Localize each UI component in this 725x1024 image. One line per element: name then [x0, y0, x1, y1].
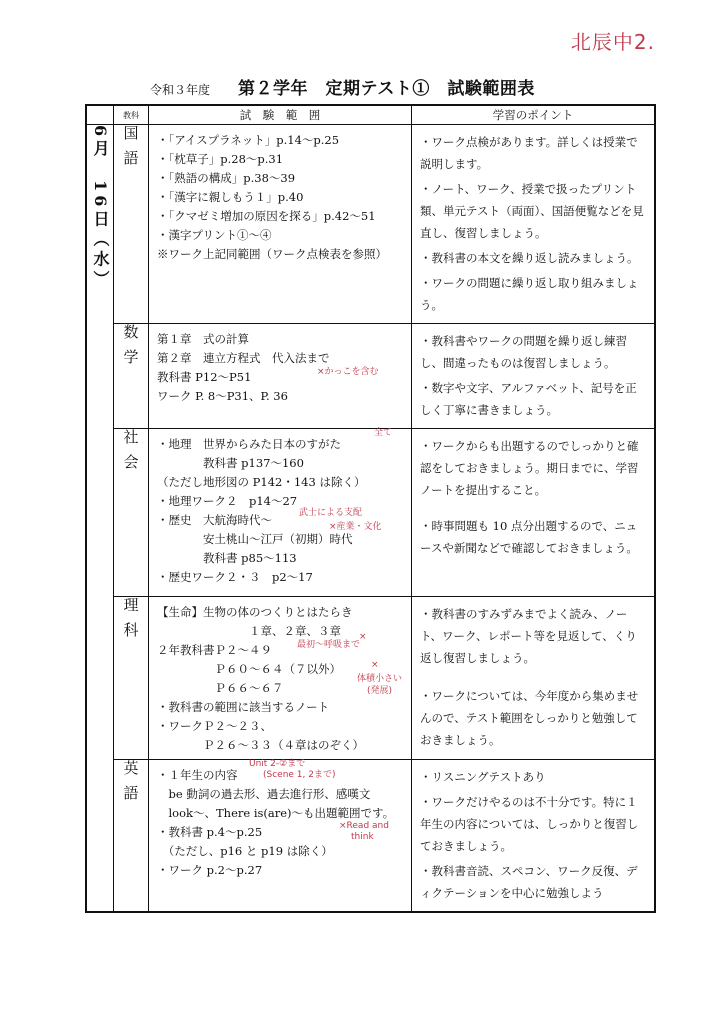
- exam-range-table: [85, 104, 656, 913]
- points-cell: [412, 429, 656, 597]
- table-row: [86, 324, 655, 429]
- range-line: ワーク P. 8～P31、P. 36: [157, 389, 288, 403]
- range-column-header: 試 験 範 囲: [149, 105, 412, 125]
- range-line: ・１年生の内容: [157, 768, 238, 782]
- range-line: ・「熟語の構成」p.38～39: [157, 171, 296, 185]
- handwritten-school-note: 北辰中2.: [570, 30, 655, 54]
- range-line: ・「漢字に親しもう１」p.40: [157, 190, 304, 204]
- point-item: ・ワーク点検があります。詳しくは授業で説明します。: [420, 135, 638, 171]
- handwritten-annotation: 武士による支配: [299, 508, 363, 518]
- point-item: ・教科書のすみずみまでよく読み、ノート、ワーク、レポート等を見返して、くり返し復習しましょう。: [420, 607, 637, 665]
- point-item: ・ワークだけやるのは不十分です。特に１年生の内容については、しっかりと復習しておきましょう。: [420, 795, 639, 853]
- point-item: ・ノート、ワーク、授業で扱ったプリント類、単元テスト（両面）、国語便覧などを見直し、復習しましょう。: [420, 182, 644, 240]
- range-line: ・ワークＰ２～２３、: [157, 719, 272, 733]
- range-line: be 動詞の過去形、過去進行形、感嘆文: [157, 787, 371, 801]
- page-title: 第２学年 定期テスト① 試験範囲表: [238, 79, 535, 99]
- point-item: ・教科書音読、スペコン、ワーク反復、ディクテーションを中心に勉強しよう: [420, 864, 638, 900]
- exam-date: 6月 16日（水）: [91, 125, 110, 291]
- range-line: ・漢字プリント①～④: [157, 228, 272, 242]
- point-item: ・ワークについては、今年度から集めませんので、テスト範囲をしっかりと勉強しておきましょう。: [420, 689, 639, 747]
- points-cell: [412, 760, 656, 913]
- point-item: ・時事問題も 10 点分出題するので、ニュースや新聞などで確認しておきましょう。: [420, 519, 638, 555]
- range-cell: [149, 429, 412, 597]
- point-item: ・ワークからも出題するのでしっかりと確認をしておきましょう。期日までに、学習ノートを提出すること。: [420, 439, 639, 497]
- range-line: ※ワーク上記同範囲（ワーク点検表を参照）: [157, 247, 387, 261]
- range-line: ・地理 世界からみた日本のすがた: [157, 437, 341, 451]
- handwritten-annotation: Unit 2-②まで: [249, 759, 306, 769]
- handwritten-annotation: ×産業・文化: [329, 522, 382, 532]
- range-line: ・教科書の範囲に該当するノート: [157, 700, 330, 714]
- range-line: ・「アイスプラネット」p.14～p.25: [157, 133, 340, 147]
- exam-date-cell: [86, 125, 114, 913]
- range-line: 第１章 式の計算: [157, 332, 249, 346]
- range-line: ・「クマゼミ増加の原因を探る」p.42～51: [157, 209, 376, 223]
- range-line: ・歴史ワーク２・３ p2～17: [157, 570, 313, 584]
- range-line: 教科書 P12～P51: [157, 370, 252, 384]
- subject-japanese: 国語: [114, 125, 149, 324]
- range-line: Ｐ２６～３３（４章はのぞく）: [157, 738, 364, 752]
- handwritten-annotation: 最初～呼吸まで: [297, 640, 361, 650]
- subject-science: 理科: [114, 597, 149, 760]
- point-item: ・教科書やワークの問題を繰り返し練習し、間違ったものは復習しましょう。: [420, 334, 627, 370]
- points-column-header: 学習のポイント: [412, 105, 656, 125]
- subject-column-header: 教科: [114, 105, 149, 125]
- point-item: ・リスニングテストあり: [420, 770, 546, 784]
- range-line: 第２章 連立方程式 代入法まで: [157, 351, 330, 365]
- range-line: Ｐ６６～６７: [157, 681, 284, 695]
- table-row: [86, 760, 655, 913]
- range-line: （ただし地形図の P142・143 は除く）: [157, 475, 366, 489]
- handwritten-annotation: ×かっこを含む: [317, 367, 379, 377]
- range-line: ・歴史 大航海時代～: [157, 513, 272, 527]
- page-header: [150, 74, 670, 99]
- handwritten-annotation: think: [351, 832, 374, 842]
- range-cell: [149, 125, 412, 324]
- table-row: [86, 125, 655, 324]
- range-line: ・「枕草子」p.28～p.31: [157, 152, 284, 166]
- handwritten-annotation: 体積小さい: [357, 674, 403, 684]
- handwritten-annotation: (Scene 1, 2まで): [263, 770, 336, 780]
- subject-english: 英語: [114, 760, 149, 913]
- range-line: ・教科書 p.4～p.25: [157, 825, 263, 839]
- range-line: Ｐ６０～６４（７以外）: [157, 662, 341, 676]
- range-line: ・地理ワーク２ p14～27: [157, 494, 298, 508]
- handwritten-annotation: (発展): [367, 686, 393, 696]
- subject-math: 数学: [114, 324, 149, 429]
- table-row: [86, 597, 655, 760]
- table-header-row: [86, 105, 655, 125]
- range-line: 【生命】生物の体のつくりとはたらき: [157, 605, 353, 619]
- handwritten-annotation: ×: [359, 632, 367, 642]
- handwritten-annotation: ×Read and: [339, 821, 389, 831]
- point-item: ・数字や文字、アルファベット、記号を正しく丁寧に書きましょう。: [420, 381, 637, 417]
- range-line: 安土桃山～江戸（初期）時代: [157, 532, 353, 546]
- range-line: ２年教科書Ｐ２～４９: [157, 643, 272, 657]
- handwritten-annotation: 全て: [374, 428, 393, 438]
- range-line: 教科書 p85～113: [157, 551, 297, 565]
- handwritten-annotation: ×: [371, 660, 379, 670]
- points-cell: [412, 597, 656, 760]
- point-item: ・教科書の本文を繰り返し読みましょう。: [420, 251, 639, 265]
- range-cell: [149, 324, 412, 429]
- range-line: １章、２章、３章: [157, 624, 341, 638]
- range-line: ・ワーク p.2～p.27: [157, 863, 263, 877]
- table-row: [86, 429, 655, 597]
- subject-social-studies: 社会: [114, 429, 149, 597]
- point-item: ・ワークの問題に繰り返し取り組みましょう。: [420, 276, 639, 312]
- school-year: 令和３年度: [150, 83, 211, 97]
- range-cell: [149, 760, 412, 913]
- range-cell: [149, 597, 412, 760]
- range-line: 教科書 p137～160: [157, 456, 304, 470]
- points-cell: [412, 125, 656, 324]
- range-line: look～、There is(are)～も出題範囲です。: [157, 806, 395, 820]
- range-line: （ただし、p16 と p19 は除く）: [157, 844, 333, 858]
- points-cell: [412, 324, 656, 429]
- date-column-header: [86, 105, 114, 125]
